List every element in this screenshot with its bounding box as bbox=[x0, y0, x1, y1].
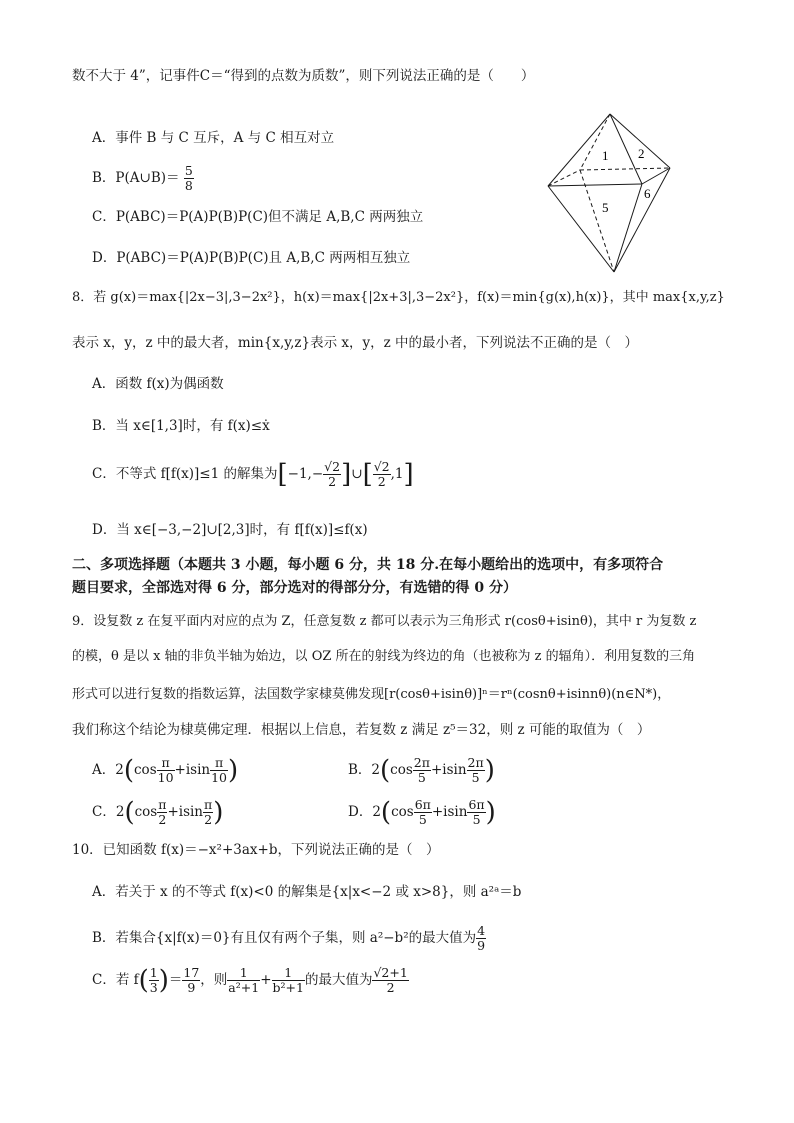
q9-option-c: C．2(cos $\frac{\pi}{2}$ +isin $\frac{\pi}{2}$ ) bbox=[92, 797, 224, 828]
q7-option-d: D．P(ABC)＝P(A)P(B)P(C)且 A,B,C 两两相互独立 bbox=[92, 250, 411, 266]
q7-option-b bbox=[92, 164, 194, 193]
q9-line-3: 形式可以进行复数的指数运算，法国数学家棣莫佛发现[r(cosθ+isinθ)]ⁿ＝rⁿ(cosnθ+isinnθ)(n∈N*)， bbox=[72, 687, 671, 702]
q7-option-a: A．事件 B 与 C 互斥，A 与 C 相互对立 bbox=[92, 130, 335, 146]
section-2-heading-line-1: 二、多项选择题（本题共 3 小题，每小题 6 分，共 18 分.在每小题给出的选项中，有多项符合 bbox=[72, 557, 664, 573]
q9-option-a: A．2(cos $\frac{\pi}{10}$ +isin $\frac{\pi}{10}$ ) bbox=[92, 755, 239, 786]
q7-option-c: C．P(ABC)＝P(A)P(B)P(C)但不满足 A,B,C 两两独立 bbox=[92, 209, 424, 225]
q7-option-b-fraction: $\frac{5}{8}$ bbox=[184, 163, 193, 193]
figure-label-2: 2 bbox=[638, 146, 645, 161]
q8-line-1: 8．若 g(x)＝max{|2x−3|,3−2x²}，h(x)＝max{|2x+3|,3−2x²}，f(x)＝min{g(x),h(x)}，其中 max{x,y,z} bbox=[72, 290, 725, 305]
q10-line-1: 10．已知函数 f(x)＝−x²+3ax+b，下列说法正确的是（ ） bbox=[72, 842, 440, 858]
q9-option-b: B．2(cos $\frac{2\pi}{5}$ +isin $\frac{2\pi}{5}$ ) bbox=[348, 755, 495, 786]
figure-label-6: 6 bbox=[644, 186, 651, 201]
q10-option-b: B．若集合{x|f(x)＝0}有且仅有两个子集，则 a²−b²的最大值为 $\frac{4}{9}$ bbox=[92, 923, 486, 953]
figure-label-5: 5 bbox=[602, 200, 609, 215]
section-2-heading-line-2: 题目要求，全部选对得 6 分，部分选对的得部分分，有选错的得 0 分） bbox=[72, 580, 517, 596]
q10-option-a: A．若关于 x 的不等式 f(x)<0 的解集是{x|x<−2 或 x>8}，则 a²ᵃ＝b bbox=[92, 884, 522, 900]
q8-option-a: A．函数 f(x)为偶函数 bbox=[92, 376, 224, 392]
q9-line-1: 9．设复数 z 在复平面内对应的点为 Z，任意复数 z 都可以表示为三角形式 r(cosθ+isinθ)，其中 r 为复数 z bbox=[72, 614, 697, 629]
q9-line-2: 的模，θ 是以 x 轴的非负半轴为始边，以 OZ 所在的射线为终边的角（也被称为 z 的辐角）．利用复数的三角 bbox=[72, 649, 696, 664]
q7-option-b-text: B．P(A∪B)＝ bbox=[92, 170, 180, 186]
q8-option-c: C．不等式 f[f(x)]≤1 的解集为[−1,− $\frac{√2}{2}$ ]∪[ $\frac{√2}{2}$ ,1] bbox=[92, 459, 414, 490]
q8-line-2: 表示 x，y，z 中的最大者，min{x,y,z}表示 x，y，z 中的最小者，下列说法不正确的是（ ） bbox=[72, 335, 639, 351]
q10-option-c: C．若 f( $\frac{1}{3}$ )＝ $\frac{17}{9}$ ，则 $\frac{1}{\text{a²+1}}$ + $\frac{1}{\text{b²+1}}$ 的最大值为 $\frac{√2+1}{2}$ bbox=[92, 965, 408, 996]
figure-label-1: 1 bbox=[602, 148, 609, 163]
octahedron-figure bbox=[540, 108, 720, 280]
q9-line-4: 我们称这个结论为棣莫佛定理．根据以上信息，若复数 z 满足 z⁵＝32，则 z 可能的取值为（ ） bbox=[72, 722, 651, 738]
q8-option-d: D．当 x∈[−3,−2]∪[2,3]时，有 f[f(x)]≤f(x) bbox=[92, 522, 368, 538]
q9-option-d: D．2(cos $\frac{6\pi}{5}$ +isin $\frac{6\pi}{5}$ ) bbox=[348, 797, 496, 828]
q8-option-c-text: C．不等式 f[f(x)]≤1 的解集为 bbox=[92, 466, 278, 482]
q7-intro-line: 数不大于 4”，记事件C＝“得到的点数为质数”，则下列说法正确的是（ ） bbox=[72, 68, 535, 84]
q8-option-b: B．当 x∈[1,3]时，有 f(x)≤ẋ bbox=[92, 418, 270, 434]
